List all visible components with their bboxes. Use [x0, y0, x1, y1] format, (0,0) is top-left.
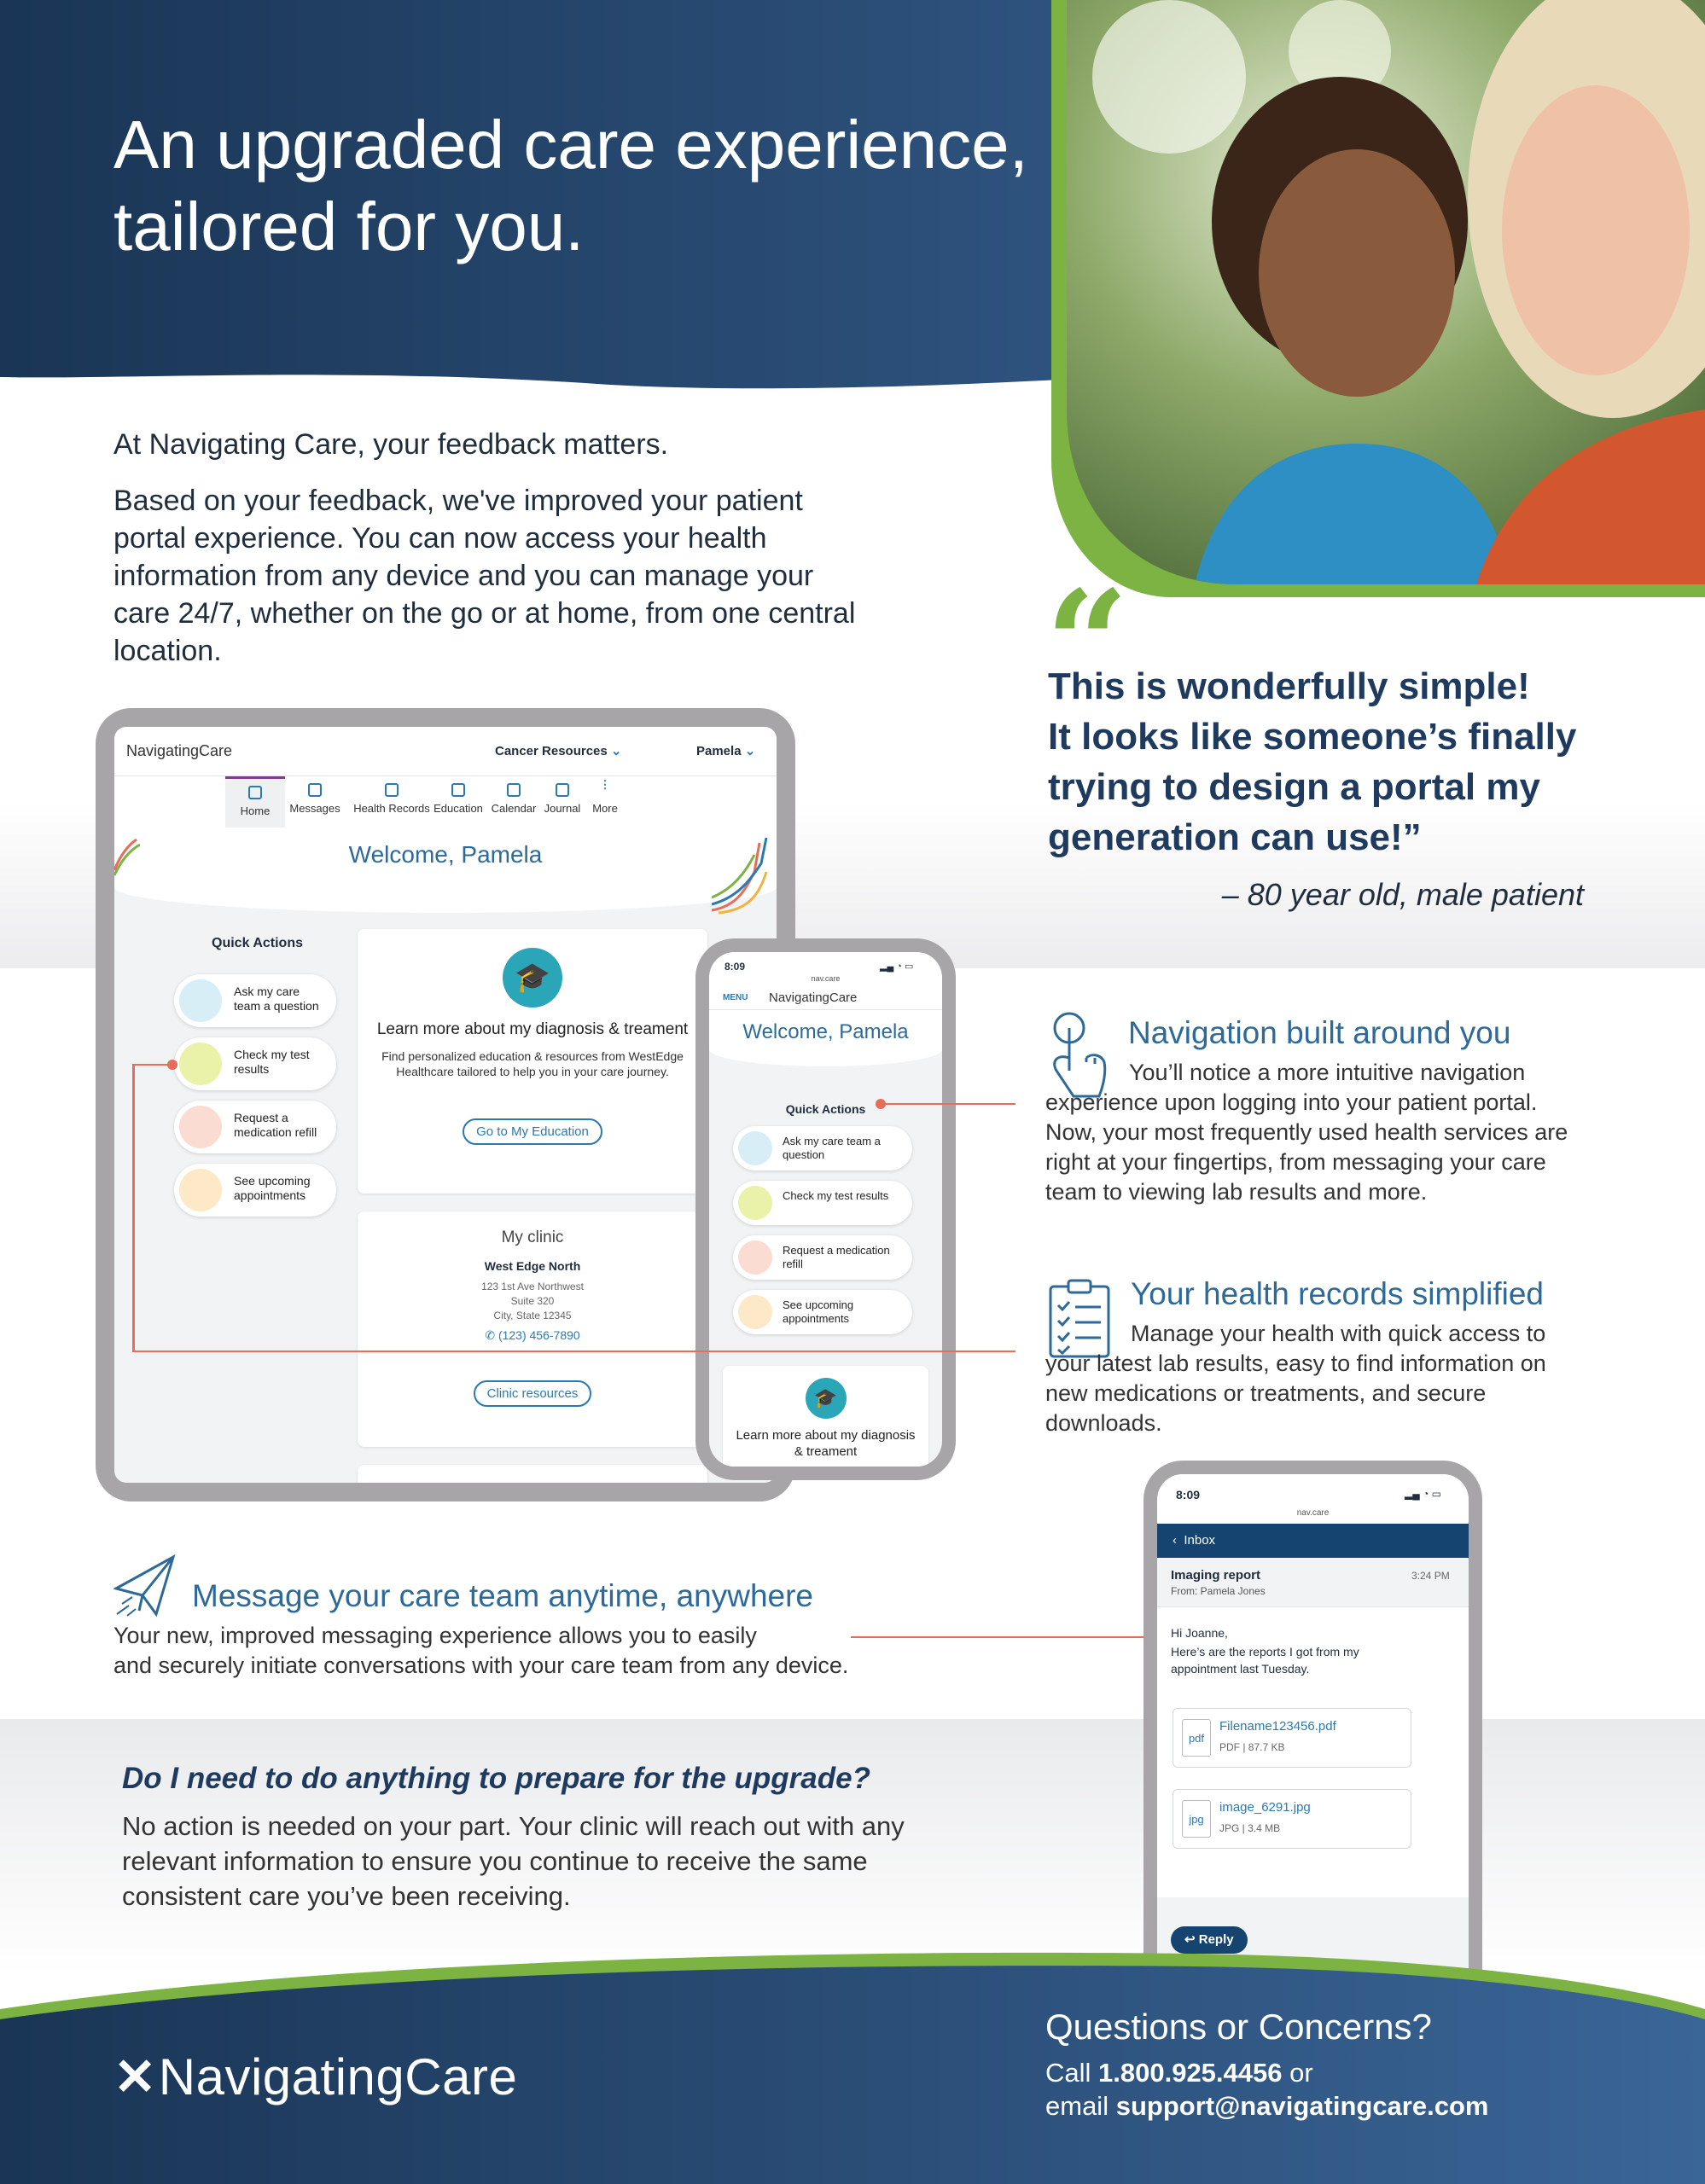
chat-bubble-icon: [738, 1131, 772, 1165]
education-card-action: [358, 1118, 707, 1145]
feature-body-line: Your new, improved messaging experience allows you to easily: [113, 1623, 757, 1648]
more-icon: ⋮: [599, 778, 611, 791]
faq-answer: No action is needed on your part. Your clinic will reach out with any relevant information to ensure you continue to receive the same consistent care you’ve been receiving.: [122, 1811, 905, 1911]
test-tube-icon: [179, 1043, 222, 1085]
call-suffix: or: [1282, 2058, 1313, 2088]
connector-dot: [167, 1060, 177, 1070]
nav-home[interactable]: [225, 776, 285, 828]
attachment-size: 3.4 MB: [1248, 1822, 1281, 1834]
faq-question: Do I need to do anything to prepare for the upgrade?: [122, 1762, 870, 1795]
hero-title-line: tailored for you.: [113, 189, 585, 264]
attachment-type: JPG: [1219, 1822, 1240, 1834]
phone-icon: ✆: [485, 1328, 496, 1342]
attachment-size: 87.7 KB: [1248, 1741, 1285, 1753]
check-test-results-button[interactable]: [174, 1037, 336, 1090]
phone-mockup-home: [695, 938, 956, 1480]
feature-title: Message your care team anytime, anywhere: [192, 1578, 814, 1613]
quote-attribution: – 80 year old, male patient: [1221, 877, 1584, 912]
clinic-address-line: City, State 12345: [493, 1310, 572, 1321]
attachment-pdf[interactable]: [1173, 1708, 1411, 1768]
clinic-phone-link[interactable]: [358, 1328, 707, 1343]
connector-line: [132, 1064, 135, 1352]
clinic-phone: (123) 456-7890: [498, 1328, 580, 1342]
footer-logo: [113, 2048, 517, 2107]
feature-body-line: and securely initiate conversations with your care team from any device.: [113, 1653, 849, 1678]
quick-action-label: Request a medication refill: [783, 1244, 890, 1270]
graduation-cap-icon: [451, 783, 465, 797]
pill-icon: [179, 1106, 222, 1148]
testimonial-quote: [1048, 661, 1679, 863]
feature-body: [113, 1621, 916, 1681]
status-bar: [709, 952, 942, 986]
tablet-screen: [114, 727, 777, 1483]
chat-bubble-icon: [179, 979, 222, 1022]
messages-icon: [308, 783, 322, 797]
call-prefix: Call: [1045, 2058, 1099, 2088]
portal-logo: NavigatingCare: [769, 990, 858, 1005]
nav-label: More: [592, 802, 618, 815]
message-subject: Imaging report: [1171, 1568, 1261, 1583]
attachment-jpg[interactable]: [1173, 1789, 1411, 1849]
welcome-text: Welcome, Pamela: [348, 841, 543, 868]
signal-battery-icon: ▂▄ ◔ ▭: [880, 961, 914, 972]
quick-actions-title: Quick Actions: [212, 936, 303, 950]
feature-body: Manage your health with quick access to your latest lab results, easy to find information on new medications or treatments, and secure downloads.: [1045, 1321, 1546, 1436]
nav-label: Calendar: [491, 802, 537, 815]
feature-body: You’ll notice a more intuitive navigation experience upon logging into your patient portal. Now, your most frequently used health services are right at your fingertips, from messaging your care team to viewing lab results and more.: [1045, 1060, 1568, 1205]
nav-label: Messages: [289, 802, 340, 815]
attachment-type: PDF: [1219, 1741, 1240, 1753]
quick-action-label: Ask my care team a question: [234, 985, 319, 1013]
rainbow-arc-icon: [114, 836, 140, 879]
portal-top-bar: [114, 727, 777, 776]
upcoming-appointments-button[interactable]: [733, 1290, 912, 1334]
quick-action-label: Check my test results: [783, 1189, 889, 1202]
phone-header: [709, 986, 942, 1010]
quick-action-label: Ask my care team a question: [783, 1135, 881, 1161]
inbox-back-button[interactable]: [1157, 1524, 1469, 1558]
hero-title: [113, 104, 1095, 268]
contact-phone-link[interactable]: 1.800.925.4456: [1098, 2058, 1283, 2088]
quick-action-label: Check my test results: [234, 1048, 310, 1076]
pill-icon: [738, 1240, 772, 1275]
paper-plane-icon: [113, 1554, 177, 1618]
home-icon: [248, 786, 262, 799]
quote-line: It looks like someone’s finally: [1048, 716, 1577, 758]
url-bar: nav.care: [1296, 1508, 1330, 1518]
quick-action-label: Request a medication refill: [234, 1111, 317, 1139]
chevron-left-icon: ‹: [1173, 1533, 1177, 1548]
attachment-meta: PDF | 87.7 KB: [1219, 1741, 1285, 1753]
quote-mark-icon: “: [1045, 559, 1129, 729]
graduation-cap-icon: 🎓: [806, 1378, 847, 1419]
logo-star-icon: ✕: [113, 2048, 157, 2106]
education-card-title: Learn more about my diagnosis & treament: [376, 1020, 689, 1038]
connector-line: [881, 1103, 1015, 1105]
contact-email-line: [1045, 2091, 1488, 2122]
quick-actions-title: Quick Actions: [785, 1102, 866, 1116]
graduation-cap-icon: 🎓: [503, 948, 562, 1008]
attachment-name: Filename123456.pdf: [1219, 1719, 1336, 1734]
message-text: Here’s are the reports I got from my appointment last Tuesday.: [1171, 1645, 1359, 1676]
chevron-down-icon: ⌄: [610, 744, 622, 758]
education-card: [358, 929, 707, 1194]
cancer-resources-menu[interactable]: [495, 743, 621, 758]
photo-two-women-smiling: [1067, 0, 1705, 584]
clinic-resources-button[interactable]: Clinic resources: [474, 1380, 592, 1407]
user-name: Pamela: [696, 744, 742, 758]
request-refill-button[interactable]: [174, 1101, 336, 1153]
attachment-name: image_6291.jpg: [1219, 1800, 1311, 1815]
attachment-meta: JPG | 3.4 MB: [1219, 1822, 1281, 1834]
quote-line: trying to design a portal my: [1048, 766, 1540, 808]
nav-label: Education: [434, 802, 483, 815]
connector-dot: [876, 1099, 886, 1109]
message-header: [1157, 1558, 1469, 1607]
welcome-banner: [709, 1010, 942, 1066]
education-card: [723, 1366, 928, 1467]
check-test-results-button[interactable]: [733, 1181, 912, 1225]
nav-label: Journal: [544, 802, 581, 815]
connector-line: [132, 1350, 1015, 1352]
phone-mockup-inbox: [1143, 1461, 1482, 2015]
clinic-card-action: [358, 1380, 707, 1407]
pdf-file-icon: pdf: [1182, 1719, 1211, 1757]
status-time: 8:09: [724, 961, 746, 973]
journal-icon: [556, 783, 569, 797]
message-time: 3:24 PM: [1411, 1570, 1450, 1582]
quote-line: generation can use!”: [1048, 816, 1422, 858]
phone-screen: [1157, 1474, 1469, 2001]
portal-logo: NavigatingCare: [126, 742, 233, 759]
education-card-title: Learn more about my diagnosis & treament: [736, 1428, 916, 1459]
nav-messages[interactable]: [285, 776, 345, 828]
test-tube-icon: [738, 1186, 772, 1220]
welcome-banner: [114, 828, 777, 913]
calendar-icon: [507, 783, 521, 797]
clinic-card: [358, 1211, 707, 1447]
quick-action-label: See upcoming appointments: [234, 1174, 311, 1202]
photo-frame: [1051, 0, 1705, 597]
message-from: From: Pamela Jones: [1171, 1585, 1266, 1597]
clinic-name: West Edge North: [484, 1259, 581, 1273]
email-prefix: email: [1045, 2091, 1116, 2121]
message-body-area: [1157, 1607, 1469, 1897]
clinic-address: [358, 1280, 707, 1323]
ask-care-team-button[interactable]: [733, 1126, 912, 1170]
health-records-icon: [385, 783, 399, 797]
portal-nav: [114, 776, 777, 828]
back-label: Inbox: [1184, 1533, 1216, 1548]
rising-arrows-icon: [712, 838, 777, 915]
go-to-education-button[interactable]: Go to My Education: [463, 1118, 602, 1145]
footer-logo-text: NavigatingCare: [158, 2048, 518, 2106]
nav-more[interactable]: [575, 776, 635, 828]
request-refill-button[interactable]: [733, 1235, 912, 1280]
jpg-file-icon: jpg: [1182, 1800, 1211, 1838]
ask-care-team-button[interactable]: [174, 974, 336, 1027]
quote-line: This is wonderfully simple!: [1048, 665, 1530, 707]
url-bar: nav.care: [811, 974, 841, 983]
nav-health-records[interactable]: [349, 776, 434, 828]
nav-education[interactable]: [428, 776, 488, 828]
quick-action-label: See upcoming appointments: [783, 1298, 854, 1325]
phone-screen: [709, 952, 942, 1467]
nav-label: Health Records: [353, 802, 430, 815]
menu-button[interactable]: MENU: [723, 993, 748, 1002]
contact-email-link[interactable]: support@navigatingcare.com: [1115, 2091, 1489, 2121]
signal-battery-icon: ▂▄ ◔ ▭: [1405, 1488, 1441, 1500]
calendar-icon: [179, 1169, 222, 1211]
clinic-address-line: 123 1st Ave Northwest: [481, 1281, 584, 1292]
tablet-mockup: [96, 708, 795, 1502]
status-bar: [1157, 1474, 1469, 1524]
upcoming-appointments-button[interactable]: [174, 1164, 336, 1217]
chevron-down-icon: ⌄: [744, 744, 756, 758]
cancer-resources-label: Cancer Resources: [495, 744, 608, 758]
calendar-icon: [738, 1295, 772, 1329]
feature-title: Navigation built around you: [1128, 1015, 1511, 1050]
education-card-body: Find personalized education & resources from WestEdge Healthcare tailored to help you in your care journey.: [381, 1049, 684, 1078]
contact-title: Questions or Concerns?: [1045, 2007, 1432, 2047]
contact-phone-line: [1045, 2058, 1313, 2088]
intro-lead: At Navigating Care, your feedback matters.: [113, 428, 669, 461]
feature-title: Your health records simplified: [1131, 1276, 1544, 1311]
reply-label: Reply: [1198, 1932, 1234, 1947]
clinic-address-line: Suite 320: [510, 1295, 555, 1307]
hero-title-line: An upgraded care experience,: [113, 107, 1028, 183]
intro-body: Based on your feedback, we've improved your patient portal experience. You can now access your health information from any device and you can manage your care 24/7, whether on the go or at home, from one central location.: [113, 485, 856, 667]
message-greeting: Hi Joanne,: [1171, 1626, 1228, 1640]
next-card: [358, 1465, 707, 1483]
nav-label: Home: [240, 804, 271, 817]
reply-arrow-icon: ↩: [1184, 1932, 1196, 1947]
status-time: 8:09: [1176, 1488, 1201, 1502]
clinic-heading: My clinic: [501, 1228, 564, 1246]
user-menu[interactable]: [696, 743, 755, 758]
welcome-text: Welcome, Pamela: [742, 1020, 909, 1043]
